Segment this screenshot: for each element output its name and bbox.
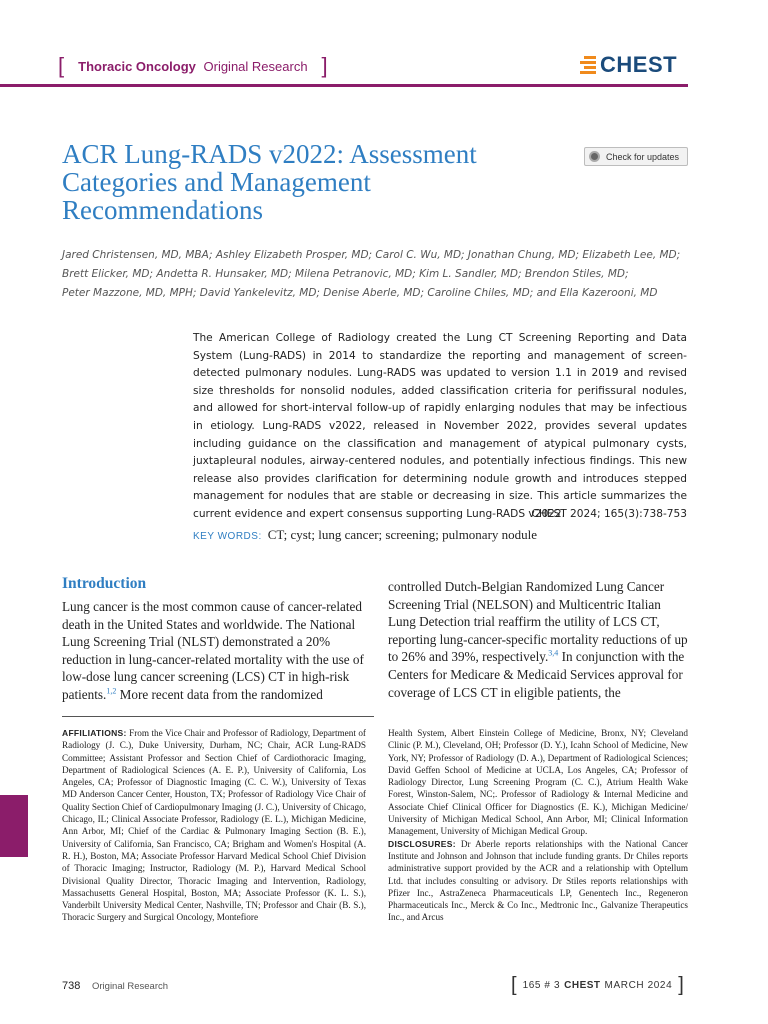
footer-issue: 165 # 3: [522, 980, 561, 991]
affiliations-label: AFFILIATIONS:: [62, 728, 127, 738]
body-column-left: [62, 598, 366, 704]
chest-logo-text: CHEST: [600, 52, 678, 77]
header-rule: [0, 84, 688, 87]
abstract-text: The American College of Radiology created the Lung CT Screening Reporting and Data System (Lung-RADS) in 2014 to standardize the reporting and management of screen-detected pulmonary nodules. Lung-RADS was updated to version 1.1 in 2019 and revised size thresholds for nonsolid nodules, added classification criteria for perifissural nodules, and allowed for short-interval follow-up of rapidly enlarging nodules that may be infectious in etiology. Lung-RADS v2022, released in November 2022, provides several updates including guidance on the classification and management of atypical pulmonary cysts, juxtapleural nodules, airway-centered nodules, and potentially infectious findings. This new release also provides clarification for determining nodule growth and introduces stepped management for nodules that are stable or decreasing in size. This article summarizes the current evidence and expert consensus supporting Lung-RADS v2022.: [193, 332, 687, 520]
keywords: [193, 527, 687, 543]
running-header: [58, 52, 328, 80]
affiliations-right: [388, 727, 688, 924]
footer-section: Original Research: [92, 981, 169, 992]
abstract-citation: CHEST 2024; 165(3):738-753: [531, 507, 687, 520]
affiliations-text: From the Vice Chair and Professor of Radiology, Department of Radiology (J. C.), Duke University, Durham, NC; Chair, ACR Lung-RADS Committee; Assistant Professor and Section Chief of Cardiothoracic Imaging, Department of Radiological Sciences (A. E. P.), University of California, Los Angeles, CA; Professor of Diagnostic Imaging (C. C. W.), University of Texas MD Anderson Cancer Center, Houston, TX; Professor of Radiology Vice Chair of Quality Section Chief of Cardiopulmonary Imaging (J. C.), University of Chicago, Chicago, IL; Clinical Associate Professor, Radiology (E. L.), Michigan Medicine, Ann Arbor, MI; Chief of the Cardiac & Pulmonary Imaging Section (B. E.), University of California, San Francisco, CA; Brigham and Women's Hospital (A. R. H.), Boston, MA; Associate Professor Harvard Medical School Chief Division of Thoracic Imaging; Instructor, Radiology (M. P.), Harvard Medical School Divisional Quality Director, Thoracic Imaging and Intervention, Radiology, Massachusetts General Hospital, Boston, MA; Associate Professor (K. L. S.), Vanderbilt University Medical Center, Nashville, TN; Professor and Chair (B. S.), Thoracic Surgery and Surgical Oncology, Montefiore: [62, 728, 366, 923]
disclosures-label: DISCLOSURES:: [388, 838, 456, 849]
affiliations-left: [62, 727, 366, 924]
body-column-right: [388, 578, 688, 701]
footer-bracket-close: ]: [678, 974, 684, 996]
author-line: Jared Christensen, MD, MBA; Ashley Elizabeth Prosper, MD; Carol C. Wu, MD; Jonathan Chung, MD; Elizabeth Lee, MD;: [62, 249, 681, 261]
chest-logo-mark-icon: [580, 56, 596, 74]
header-bracket-close: ]: [321, 53, 328, 78]
footer-bracket-open: [: [511, 974, 517, 996]
intro-paragraph-right: controlled Dutch-Belgian Randomized Lung Cancer Screening Trial (NELSON) and Multicentric Italian Lung Detection trial reaffirm the utility of LCS CT, reporting lung-cancer-specific mortality reductions of up to 26% and 39%, respectively.: [388, 579, 688, 665]
check-for-updates-label: Check for updates: [606, 151, 680, 162]
article-title: ACR Lung-RADS v2022: Assessment Categories and Management Recommendations: [62, 139, 477, 225]
intro-paragraph-left: Lung cancer is the most common cause of cancer-related death in the United States and worldwide. The National Lung Screening Trial (NLST) demonstrated a 20% reduction in lung-cancer-related mortality with the use of low-dose lung cancer screening (LCS) CT in high-risk patients.: [62, 599, 364, 702]
header-section-title: Thoracic Oncology: [78, 58, 196, 74]
abstract: [193, 330, 687, 524]
header-bracket-open: [: [58, 53, 65, 78]
footer-journal: CHEST: [564, 980, 601, 991]
author-line: Brett Elicker, MD; Andetta R. Hunsaker, MD; Milena Petranovic, MD; Kim L. Sandler, MD; Brendon Stiles, MD;: [62, 268, 629, 280]
introduction-heading: Introduction: [62, 575, 147, 592]
footnote-rule: [62, 716, 374, 717]
author-line: Peter Mazzone, MD, MPH; David Yankelevitz, MD; Denise Aberle, MD; Caroline Chiles, MD; and Ella Kazerooni, MD: [62, 287, 658, 299]
reference-link[interactable]: 3,4: [548, 648, 559, 658]
author-list: [62, 246, 702, 303]
chest-logo: [580, 52, 677, 78]
journal-footer: [505, 974, 690, 997]
check-for-updates-button[interactable]: [584, 147, 688, 166]
check-updates-icon: [589, 151, 600, 162]
page-number: 738: [62, 980, 81, 992]
footer-date: MARCH 2024: [604, 980, 673, 991]
header-section: [78, 59, 307, 74]
reference-link[interactable]: 1,2: [106, 686, 117, 696]
intro-paragraph-right-cont: In conjunction with the Centers for Medicare & Medicaid Services approval for coverage of LCS CT in eligible patients, the: [388, 649, 685, 700]
keywords-text: CT; cyst; lung cancer; screening; pulmonary nodule: [267, 527, 538, 542]
affiliations-text-cont: Health System, Albert Einstein College of Medicine, Bronx, NY; Cleveland Clinic (P. M.), Cleveland, OH; Professor (D. Y.), Icahn School of Medicine, New York, NY; Professor of Radiology (D. A.), Department of Radiological Sciences; David Geffen School of Medicine at UCLA, Los Angeles, CA; Professor of Radiology Director, Lung Screening Program (C. C.), Atrium Health Wake Forest, Winston-Salem, NC;. Professor of Radiology & Internal Medicine and Associate Chief Clinical Officer for Diagnostics (E. K.), Michigan Medicine/ University of Michigan Medical School, Ann Arbor, MI; Clinical Information Management, University of Michigan Medical Group.: [388, 728, 688, 837]
intro-paragraph-left-cont: More recent data from the randomized: [116, 686, 323, 702]
side-tab-marker: [0, 795, 28, 857]
header-subsection: Original Research: [203, 58, 308, 74]
keywords-label: KEY WORDS:: [193, 531, 262, 542]
disclosures-text: Dr Aberle reports relationships with the National Cancer Institute and Johnson and Johnson that include funding grants. Dr Chiles reports administrative support provided by the ACR and a relationship with Optellum Ltd. that includes consulting or advisory. Dr Stiles reports relationships with Pfizer Inc., AstraZeneca Pharmaceuticals LP, Genentech Inc., Regeneron Pharmaceuticals Inc., Merck & Co Inc., Medtronic Inc., Galvanize Therapeutics Inc., and Arcus: [388, 838, 688, 923]
